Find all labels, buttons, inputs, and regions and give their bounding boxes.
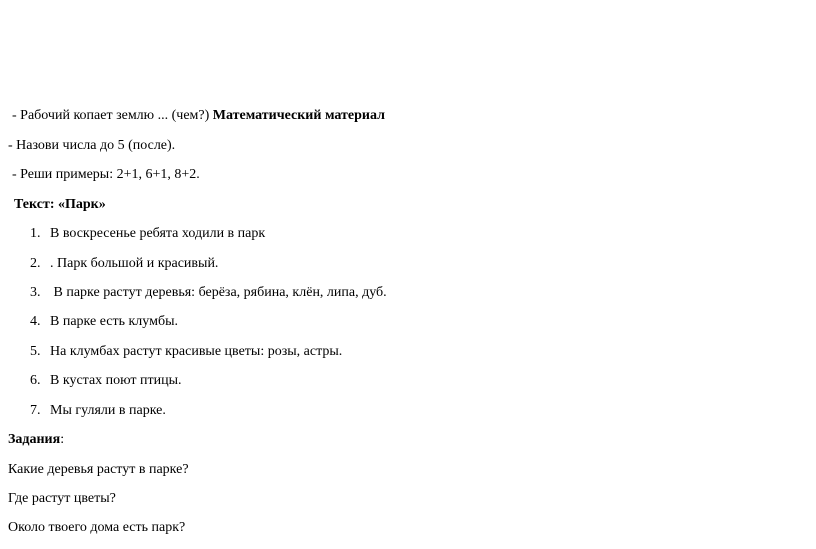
text-item-3 [30,285,387,301]
text-item-number: 6. [30,373,41,388]
tasks-heading-line [8,432,64,448]
text-item-4 [30,314,178,330]
intro-line-3: - Реши примеры: 2+1, 6+1, 8+2. [12,167,200,182]
intro-line-1-text: - Рабочий копает землю ... (чем?) [12,108,213,123]
text-item-number: 5. [30,344,41,359]
tasks-heading: Задания [8,432,61,447]
task-question-3: Около твоего дома есть парк? [8,520,186,535]
text-item-text: Мы гуляли в парке. [50,403,166,418]
section-heading-math: Математический материал [212,108,385,123]
text-item-number: 2. [30,256,41,271]
text-item-7 [30,403,166,419]
text-item-text: В парке растут деревья: берёза, рябина, клён, липа, дуб. [50,285,387,300]
text-item-number: 4. [30,314,41,329]
text-item-text: В парке есть клумбы. [50,314,178,329]
tasks-heading-colon: : [60,432,65,447]
task-question-1: Какие деревья растут в парке? [8,462,189,477]
intro-line-1 [12,108,385,124]
text-item-text: На клумбах растут красивые цветы: розы, астры. [50,344,343,359]
text-item-text: В кустах поют птицы. [50,373,182,388]
text-item-number: 7. [30,403,41,418]
text-item-text: . Парк большой и красивый. [50,256,219,271]
text-item-5 [30,344,342,360]
text-item-number: 1. [30,226,41,241]
text-item-1 [30,226,265,242]
text-item-text: В воскресенье ребята ходили в парк [50,226,266,241]
text-title: Текст: «Парк» [14,197,106,212]
task-question-2: Где растут цветы? [8,491,116,506]
intro-line-2: - Назови числа до 5 (после). [8,138,176,153]
text-item-6 [30,373,182,389]
text-item-2 [30,256,218,272]
text-item-number: 3. [30,285,41,300]
